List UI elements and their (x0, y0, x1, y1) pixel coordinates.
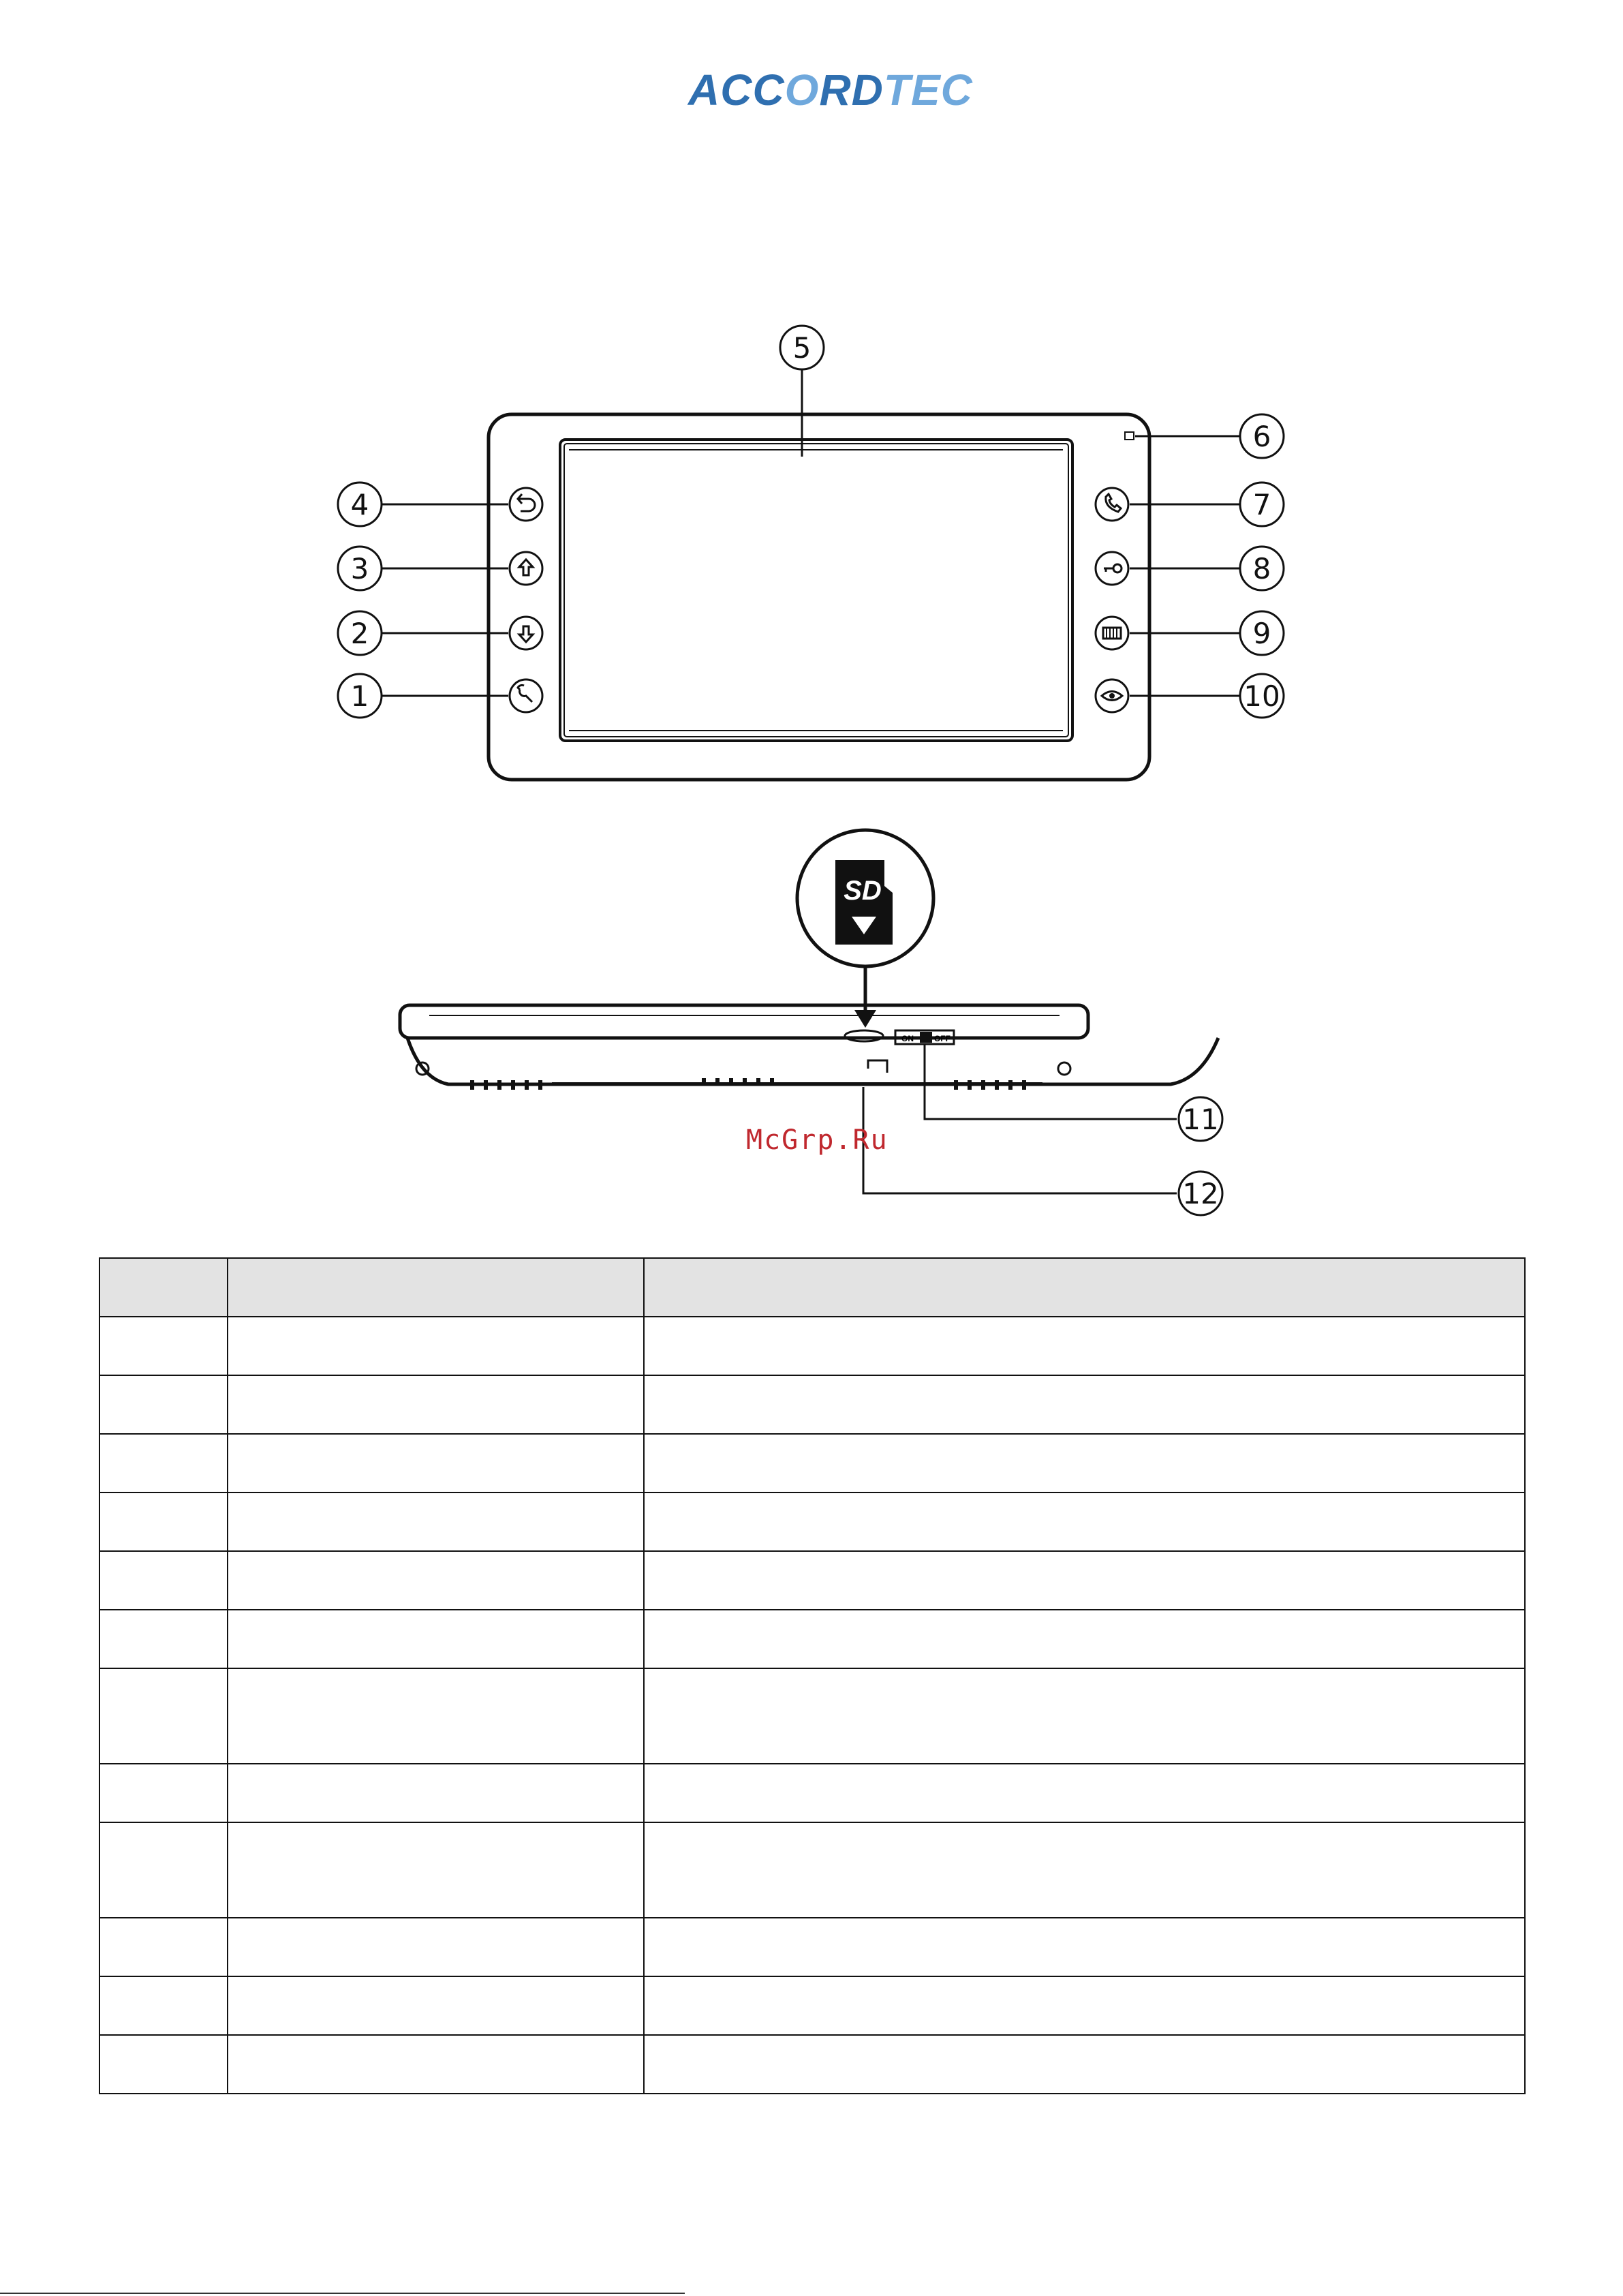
callout-10 (1240, 674, 1284, 718)
button-back[interactable] (510, 488, 542, 521)
table-cell (99, 1434, 228, 1493)
table-cell (644, 1317, 1525, 1375)
callout-label: 1 (350, 679, 369, 713)
power-jack (868, 1060, 887, 1073)
table-cell (99, 1317, 228, 1375)
table-row (99, 1918, 1525, 1976)
logo-part-1: ACC (688, 65, 785, 114)
table-cell (228, 1493, 644, 1551)
logo-part-2: RD (819, 65, 884, 114)
table-cell (644, 1551, 1525, 1610)
callout-4 (338, 483, 382, 526)
callout-2 (338, 611, 382, 655)
callout-5 (780, 326, 824, 369)
table-cell (99, 1822, 228, 1918)
table-cell (99, 1976, 228, 2035)
button-settings[interactable] (510, 679, 542, 712)
table-cell (228, 1610, 644, 1668)
switch-off-label: OFF (934, 1034, 950, 1043)
callout-label: 7 (1252, 488, 1271, 521)
sd-label: SD (844, 876, 882, 906)
callout-label: 3 (350, 552, 369, 585)
table-cell (99, 1668, 228, 1764)
table-cell (228, 1976, 644, 2035)
callout-3 (338, 547, 382, 590)
callout-label: 10 (1243, 679, 1280, 713)
callout-8 (1240, 547, 1284, 590)
table-cell (644, 1434, 1525, 1493)
button-unlock[interactable] (1096, 552, 1128, 585)
callout-label: 5 (792, 331, 812, 365)
sd-card-callout (797, 830, 933, 1028)
table-cell (644, 1493, 1525, 1551)
table-row (99, 1764, 1525, 1822)
table-cell (228, 1822, 644, 1918)
eye-icon (1102, 692, 1122, 701)
table-cell (99, 1493, 228, 1551)
table-header-row (99, 1258, 1525, 1317)
table-cell (228, 1918, 644, 1976)
table-row (99, 1317, 1525, 1375)
callout-label: 2 (350, 617, 369, 650)
callout-label: 4 (350, 488, 369, 521)
wrench-icon (518, 685, 532, 702)
callout-label: 12 (1182, 1177, 1219, 1210)
table-cell (99, 2035, 228, 2094)
footer-divider (0, 2293, 685, 2294)
monitor-front-view (489, 414, 1149, 780)
gate-icon (1103, 628, 1121, 639)
table-cell (644, 1918, 1525, 1976)
monitor-bottom-view (400, 1005, 1218, 1090)
sd-card-icon (835, 860, 893, 945)
callout-12 (1179, 1172, 1222, 1215)
back-icon (518, 494, 535, 511)
table-row (99, 1976, 1525, 2035)
table-row (99, 1551, 1525, 1610)
button-gate[interactable] (1096, 617, 1128, 649)
power-switch[interactable] (895, 1030, 954, 1044)
table-cell (228, 2035, 644, 2094)
table-cell (644, 1822, 1525, 1918)
table-cell (644, 2035, 1525, 2094)
table-row (99, 1375, 1525, 1434)
table-cell (228, 1668, 644, 1764)
table-cell (99, 1551, 228, 1610)
table-row (99, 2035, 1525, 2094)
logo-part-3: TEC (883, 65, 973, 114)
callout-9 (1240, 611, 1284, 655)
logo-mark: O (784, 65, 820, 114)
table-cell (644, 1610, 1525, 1668)
table-cell (228, 1317, 644, 1375)
table-cell (99, 1375, 228, 1434)
callout-label: 8 (1252, 552, 1271, 585)
watermark-text: McGrp.Ru (746, 1124, 888, 1156)
button-down[interactable] (510, 617, 542, 649)
table-cell (99, 1610, 228, 1668)
table-header-cell (644, 1258, 1525, 1317)
callout-label: 11 (1182, 1103, 1219, 1136)
callout-6 (1240, 414, 1284, 458)
button-monitor[interactable] (1096, 679, 1128, 712)
table-row (99, 1493, 1525, 1551)
callout-11 (1179, 1097, 1222, 1141)
table-cell (644, 1764, 1525, 1822)
table-cell (228, 1375, 644, 1434)
table-cell (99, 1918, 228, 1976)
button-up[interactable] (510, 552, 542, 585)
arrow-up-icon (519, 560, 533, 575)
key-icon (1104, 564, 1122, 572)
status-led (1125, 432, 1134, 440)
table-cell (228, 1764, 644, 1822)
table-row (99, 1668, 1525, 1764)
table-cell (644, 1668, 1525, 1764)
callout-1 (338, 674, 382, 718)
table-cell (99, 1764, 228, 1822)
table-cell (228, 1551, 644, 1610)
table-header-cell (228, 1258, 644, 1317)
callout-7 (1240, 483, 1284, 526)
table-cell (644, 1375, 1525, 1434)
table-header-cell (99, 1258, 228, 1317)
arrow-down-icon (519, 626, 533, 642)
button-call[interactable] (1096, 488, 1128, 521)
table-row (99, 1434, 1525, 1493)
table-cell (644, 1976, 1525, 2035)
callout-label: 6 (1252, 420, 1271, 453)
callout-label: 9 (1252, 617, 1271, 650)
table-cell (228, 1434, 644, 1493)
sd-slot (845, 1030, 883, 1041)
switch-on-label: ON (901, 1034, 914, 1043)
table-row (99, 1610, 1525, 1668)
table-row (99, 1822, 1525, 1918)
spec-table (99, 1257, 1526, 2094)
phone-icon (1106, 494, 1121, 512)
